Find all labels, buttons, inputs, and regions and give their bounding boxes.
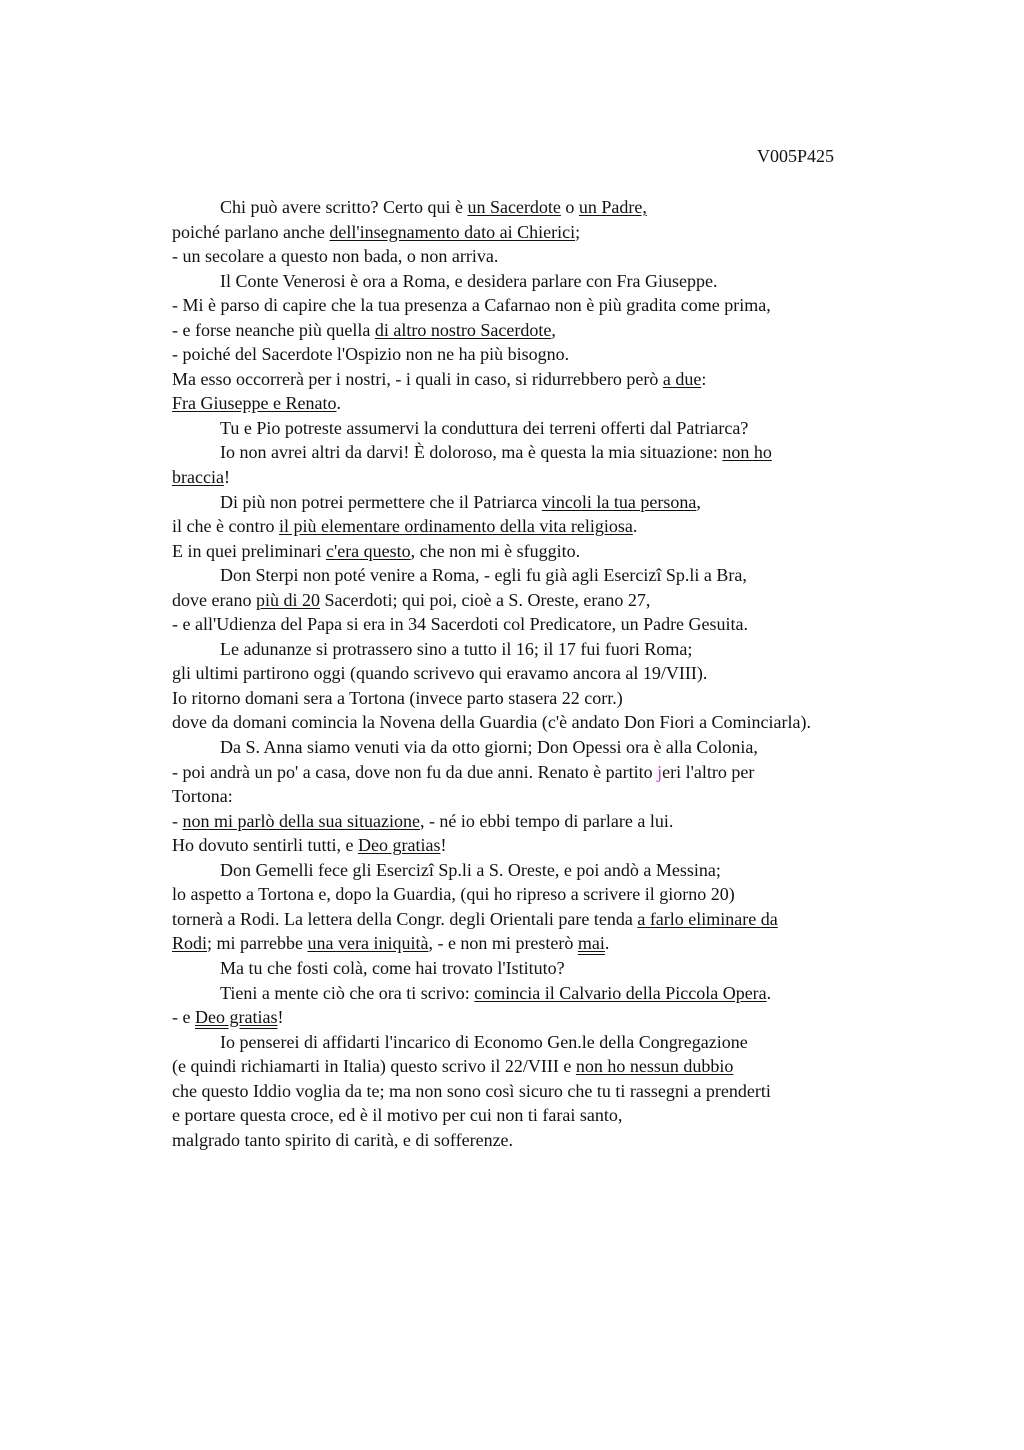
text-line (172, 931, 932, 956)
text-segment: ! (277, 1007, 284, 1028)
underlined-text: un Sacerdote (467, 197, 561, 217)
text-segment: Don Gemelli fece gli Esercizi (220, 859, 434, 880)
text-segment: - e all'Udienza del Papa si era in 34 Sacerdoti col Predicatore, un Padre Gesuita. (172, 614, 749, 635)
text-line (172, 367, 932, 392)
underlined-text: Fra Giuseppe e Renato (172, 393, 337, 414)
text-segment: . (766, 982, 772, 1003)
document-id: V005P425 (757, 146, 835, 166)
underlined-text: una vera iniquità (307, 933, 429, 954)
text-segment: : (701, 368, 707, 389)
text-line (172, 539, 932, 564)
text-line (172, 882, 932, 907)
text-segment: - (172, 810, 183, 831)
text-line (172, 981, 932, 1006)
text-segment: . (336, 393, 341, 414)
text-segment: dove erano (172, 589, 256, 610)
text-line (172, 588, 932, 613)
text-line (172, 809, 932, 834)
text-segment: , (551, 319, 556, 340)
text-segment: Chi può avere scritto? Certo qui è (220, 197, 468, 217)
text-segment: Sp.li a Bra, (661, 565, 747, 586)
text-line (172, 440, 932, 465)
text-segment: dove da domani comincia la Novena della Guardia (c'è andato Don Fiori a Cominciarla). (172, 712, 812, 733)
text-segment: Ma tu che fosti colà, come hai trovato l'Istituto? (220, 957, 565, 978)
double-underlined-text: mai (577, 933, 605, 954)
text-line (172, 465, 932, 490)
text-segment: Io penserei di affidarti l'incarico di Economo Gen.le della Congregazione (220, 1031, 748, 1052)
text-line (172, 784, 932, 809)
text-line (172, 907, 932, 932)
text-line (172, 637, 932, 662)
text-line (172, 760, 932, 785)
underlined-text: più di 20 (255, 589, 320, 610)
text-segment: tornerà a Rodi. La lettera della Congr. degli Orientali pare tenda (172, 908, 638, 929)
text-line (172, 956, 932, 981)
text-line (172, 833, 932, 858)
text-segment: Tieni a mente ciò che ora ti scrivo: (220, 982, 475, 1003)
text-line (172, 318, 932, 343)
underlined-text: un Padre, (578, 197, 647, 217)
text-line (172, 1079, 932, 1104)
text-segment: Io ritorno domani sera a Tortona (invece parto stasera 22 corr.) (172, 687, 623, 708)
text-segment: - un secolare a questo non bada, o non arriva. (172, 246, 499, 267)
text-segment: , che non mi è sfuggito. (410, 540, 581, 561)
underlined-text: Rodi (172, 933, 208, 954)
text-line (172, 244, 932, 269)
underlined-text: di altro nostro Sacerdote (374, 319, 552, 340)
underlined-text: vincoli la tua persona (541, 491, 697, 512)
text-segment: Io non avrei altri da darvi! È doloroso, ma è questa la mia situazione: (220, 442, 723, 463)
underlined-text: non ho (722, 442, 772, 463)
text-segment: Il Conte Venerosi è ora a Roma, e desidera parlare con Fra Giuseppe. (220, 270, 718, 291)
underlined-text: c'era questo (325, 540, 411, 561)
text-line (172, 490, 932, 515)
text-segment: E in quei preliminari (172, 540, 326, 561)
text-line (172, 1005, 932, 1030)
correction-mark: j (657, 761, 663, 782)
text-line (172, 858, 932, 883)
text-segment: lo aspetto a Tortona e, dopo la Guardia, (qui ho ripreso a scrivere il giorno 20) (172, 884, 735, 905)
underlined-text: Deo gratias (358, 835, 441, 856)
text-line (172, 563, 932, 588)
text-segment: - poiché del Sacerdote l'Ospizio non ne ha più bisogno. (172, 344, 570, 365)
letter-body (172, 195, 932, 1152)
text-segment: , - né io ebbi tempo di parlare a lui. (419, 810, 674, 831)
text-segment: - poi andrà un po' a casa, dove non fu da due anni. Renato è partito (172, 761, 658, 782)
text-line (172, 391, 932, 416)
text-segment: ; mi parrebbe (207, 933, 308, 954)
underlined-text: non mi parlò della sua situazione (182, 810, 420, 831)
underlined-text: braccia (172, 467, 224, 488)
text-segment: Sp.li a S. Oreste, e poi andò a Messina; (433, 859, 721, 880)
underlined-text: comincia il Calvario della Piccola Opera (474, 982, 767, 1003)
text-segment: Tortona: (172, 786, 233, 807)
text-segment: Sacerdoti; qui poi, cioè a S. Oreste, erano 27, (319, 589, 651, 610)
text-segment: . (632, 516, 638, 537)
text-segment: , (696, 491, 701, 512)
text-segment: Ho dovuto sentirli tutti, e (172, 835, 358, 856)
text-line (172, 686, 932, 711)
text-segment: che questo Iddio voglia da te; ma non sono così sicuro che tu ti rassegni a prenderti (172, 1080, 771, 1101)
text-segment: , - e non mi presterò (428, 933, 578, 954)
text-line (172, 220, 932, 245)
text-line (172, 416, 932, 441)
text-line (172, 1054, 932, 1079)
text-segment: e portare questa croce, ed è il motivo per cui non ti farai santo, (172, 1105, 623, 1126)
text-segment: ! (223, 467, 230, 488)
text-segment: Di più non potrei permettere che il Patriarca (220, 491, 542, 512)
text-line (172, 342, 932, 367)
text-segment: - e forse neanche più quella (172, 319, 375, 340)
text-segment: o (560, 197, 579, 217)
text-line (172, 269, 932, 294)
underlined-text: a due (662, 368, 702, 389)
underlined-text: dell'insegnamento dato ai Chierici (329, 221, 576, 242)
text-line (172, 1030, 932, 1055)
text-line (172, 293, 932, 318)
text-segment: poiché parlano anche (172, 221, 330, 242)
text-segment: Tu e Pio potreste assumervi la conduttura dei terreni offerti dal Patriarca? (220, 417, 749, 438)
text-segment: Le adunanze si protrassero sino a tutto il 16; il 17 fui fuori Roma; (220, 638, 693, 659)
text-segment: . (604, 933, 610, 954)
text-segment: - e (172, 1007, 195, 1028)
text-segment: gli ultimi partirono oggi (quando scrivevo qui eravamo ancora al 19/VIII). (172, 663, 708, 684)
text-segment: ! (440, 835, 447, 856)
text-segment: Da S. Anna siamo venuti via da otto giorni; Don Opessi ora è alla Colonia, (220, 737, 758, 758)
text-segment: (e quindi richiamarti in Italia) questo scrivo il 22/VIII e (172, 1056, 576, 1077)
text-segment: Ma esso occorrerà per i nostri, - i quali in caso, si ridurrebbero però (172, 368, 663, 389)
text-segment: Don Sterpi non poté venire a Roma, - egli fu già agli Esercizi (220, 565, 662, 586)
text-line (172, 514, 932, 539)
text-line (172, 1128, 932, 1153)
text-segment: ; (575, 221, 581, 242)
underlined-text: non ho nessun dubbio (575, 1056, 734, 1077)
underlined-text: a farlo eliminare da (637, 908, 778, 929)
text-segment: - Mi è parso di capire che la tua presenza a Cafarnao non è più gradita come prima, (172, 295, 771, 316)
text-line (172, 710, 932, 735)
text-line (172, 612, 932, 637)
text-segment: eri l'altro per (662, 761, 755, 782)
text-segment: il che è contro (172, 516, 279, 537)
text-line (172, 195, 932, 220)
underlined-text: il più elementare ordinamento della vita religiosa (278, 516, 633, 537)
text-line (172, 735, 932, 760)
text-line (172, 661, 932, 686)
text-line (172, 1103, 932, 1128)
text-segment: malgrado tanto spirito di carità, e di sofferenze. (172, 1129, 514, 1150)
double-underlined-text: Deo gratias (194, 1007, 278, 1028)
